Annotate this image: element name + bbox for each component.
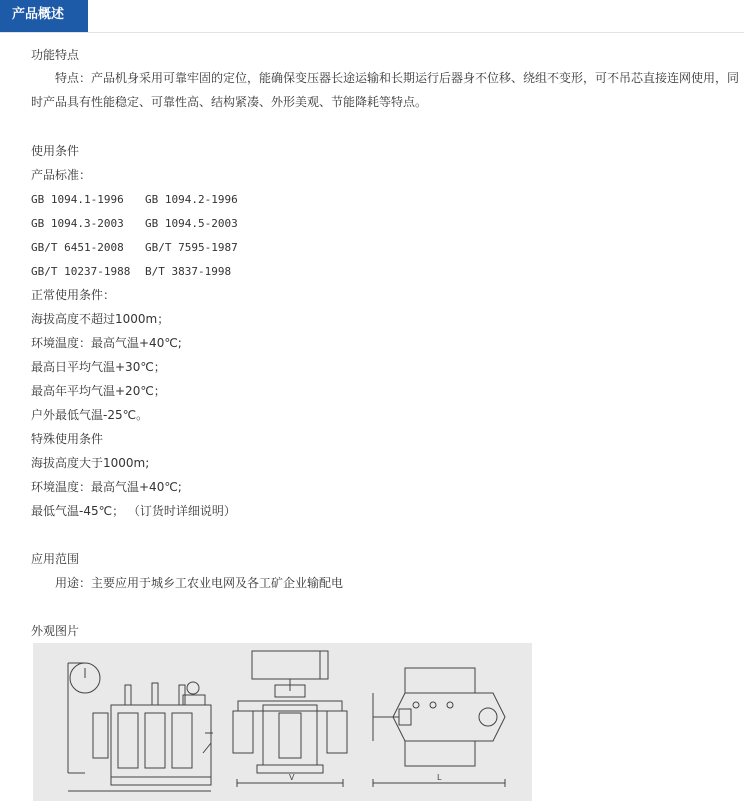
standard-code: GB/T 7595-1987	[145, 241, 238, 254]
special-condition: 环境温度：最高气温+40℃;	[31, 480, 182, 494]
application-body: 用途：主要应用于城乡工农业电网及各工矿企业输配电	[55, 576, 344, 590]
application-heading: 应用范围	[31, 552, 80, 566]
transformer-drawing	[33, 643, 532, 801]
normal-condition: 户外最低气温-25℃。	[31, 408, 149, 422]
conditions-heading: 使用条件	[31, 144, 80, 158]
dimension-label-l: L	[437, 773, 442, 782]
standards-label: 产品标准：	[31, 168, 92, 182]
standards-row	[31, 240, 259, 256]
standard-code: GB/T 10237-1988	[31, 265, 131, 278]
standards-row	[31, 216, 259, 232]
dimension-label-v: V	[289, 773, 295, 782]
standard-code: GB 1094.3-2003	[31, 217, 124, 230]
features-heading: 功能特点	[31, 48, 80, 62]
standards-row	[31, 192, 259, 208]
normal-condition: 海拔高度不超过1000m；	[31, 312, 170, 326]
standard-code: GB/T 6451-2008	[31, 241, 124, 254]
appearance-heading: 外观图片	[31, 624, 80, 638]
standard-code: B/T 3837-1998	[145, 265, 232, 278]
special-conditions-label: 特殊使用条件	[31, 432, 104, 446]
tab-bar	[0, 0, 744, 33]
transformer-line-drawing	[33, 643, 532, 801]
normal-condition: 环境温度：最高气温+40℃;	[31, 336, 182, 350]
standards-row	[31, 264, 259, 280]
special-condition: 海拔高度大于1000m;	[31, 456, 150, 470]
features-body: 特点：产品机身采用可靠牢固的定位，能确保变压器长途运输和长期运行后器身不位移、绕组不变形，可不吊芯直接连网使用，同时产品具有性能稳定、可靠性高、结构紧凑、外形美观、节能降耗等特点。	[31, 71, 740, 109]
standard-code: GB 1094.5-2003	[145, 217, 238, 230]
normal-condition: 最高年平均气温+20℃；	[31, 384, 166, 398]
standard-code: GB 1094.2-1996	[145, 193, 238, 206]
normal-conditions-label: 正常使用条件：	[31, 288, 116, 302]
normal-condition: 最高日平均气温+30℃；	[31, 360, 166, 374]
special-condition: 最低气温-45℃； （订货时详细说明）	[31, 504, 236, 518]
tab-product-overview[interactable]: 产品概述	[0, 0, 88, 32]
standard-code: GB 1094.1-1996	[31, 193, 124, 206]
